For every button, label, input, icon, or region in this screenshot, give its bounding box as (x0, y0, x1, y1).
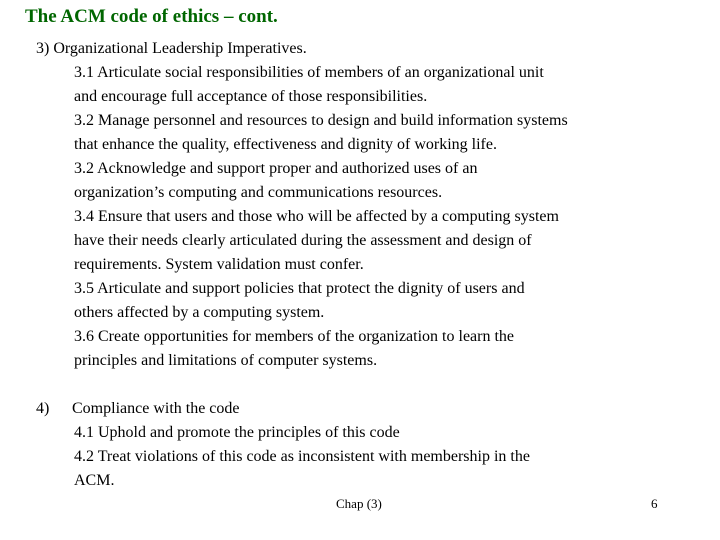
item-text: 4.2 Treat violations of this code as inconsistent with membership in the (74, 448, 530, 465)
item-text: 3.6 Create opportunities for members of the organization to learn the (74, 328, 515, 345)
item-text: requirements. System validation must confer. (74, 256, 364, 273)
item-text: ACM. (74, 472, 115, 489)
section-4-number: 4) (36, 400, 50, 417)
item-text: 3.1 Articulate social responsibilities of members of an organizational unit (74, 64, 544, 81)
list-item-3-6 (36, 325, 696, 373)
list-item-3-1 (36, 61, 696, 109)
item-text: and encourage full acceptance of those responsibilities. (74, 88, 428, 105)
slide-body (36, 37, 696, 493)
item-text: 3.5 Articulate and support policies that protect the dignity of users and (74, 280, 525, 297)
list-item-3-2 (36, 109, 696, 157)
item-text: have their needs clearly articulated during the assessment and design of (74, 232, 532, 249)
footer-page-number: 6 (651, 496, 658, 511)
list-item-4-2 (36, 445, 696, 493)
slide-title: The ACM code of ethics – cont. (25, 6, 278, 27)
item-text: 3.2 Acknowledge and support proper and authorized uses of an (74, 160, 478, 177)
spacer (36, 373, 696, 397)
footer-chapter-label: Chap (3) (336, 496, 382, 511)
section-4-heading (36, 397, 696, 421)
item-text: others affected by a computing system. (74, 304, 325, 321)
item-text: 4.1 Uphold and promote the principles of this code (74, 424, 400, 441)
list-item-3-4 (36, 205, 696, 277)
item-text: 3.2 Manage personnel and resources to design and build information systems (74, 112, 568, 129)
section-3-heading: 3) Organizational Leadership Imperatives. (36, 40, 307, 57)
item-text: organization’s computing and communications resources. (74, 184, 443, 201)
list-item-3-5 (36, 277, 696, 325)
item-text: 3.4 Ensure that users and those who will be affected by a computing system (74, 208, 559, 225)
item-text: principles and limitations of computer systems. (74, 352, 378, 369)
list-item-3-3 (36, 157, 696, 205)
section-4-title: Compliance with the code (72, 400, 240, 417)
list-item-4-1 (36, 421, 696, 445)
item-text: that enhance the quality, effectiveness and dignity of working life. (74, 136, 497, 153)
